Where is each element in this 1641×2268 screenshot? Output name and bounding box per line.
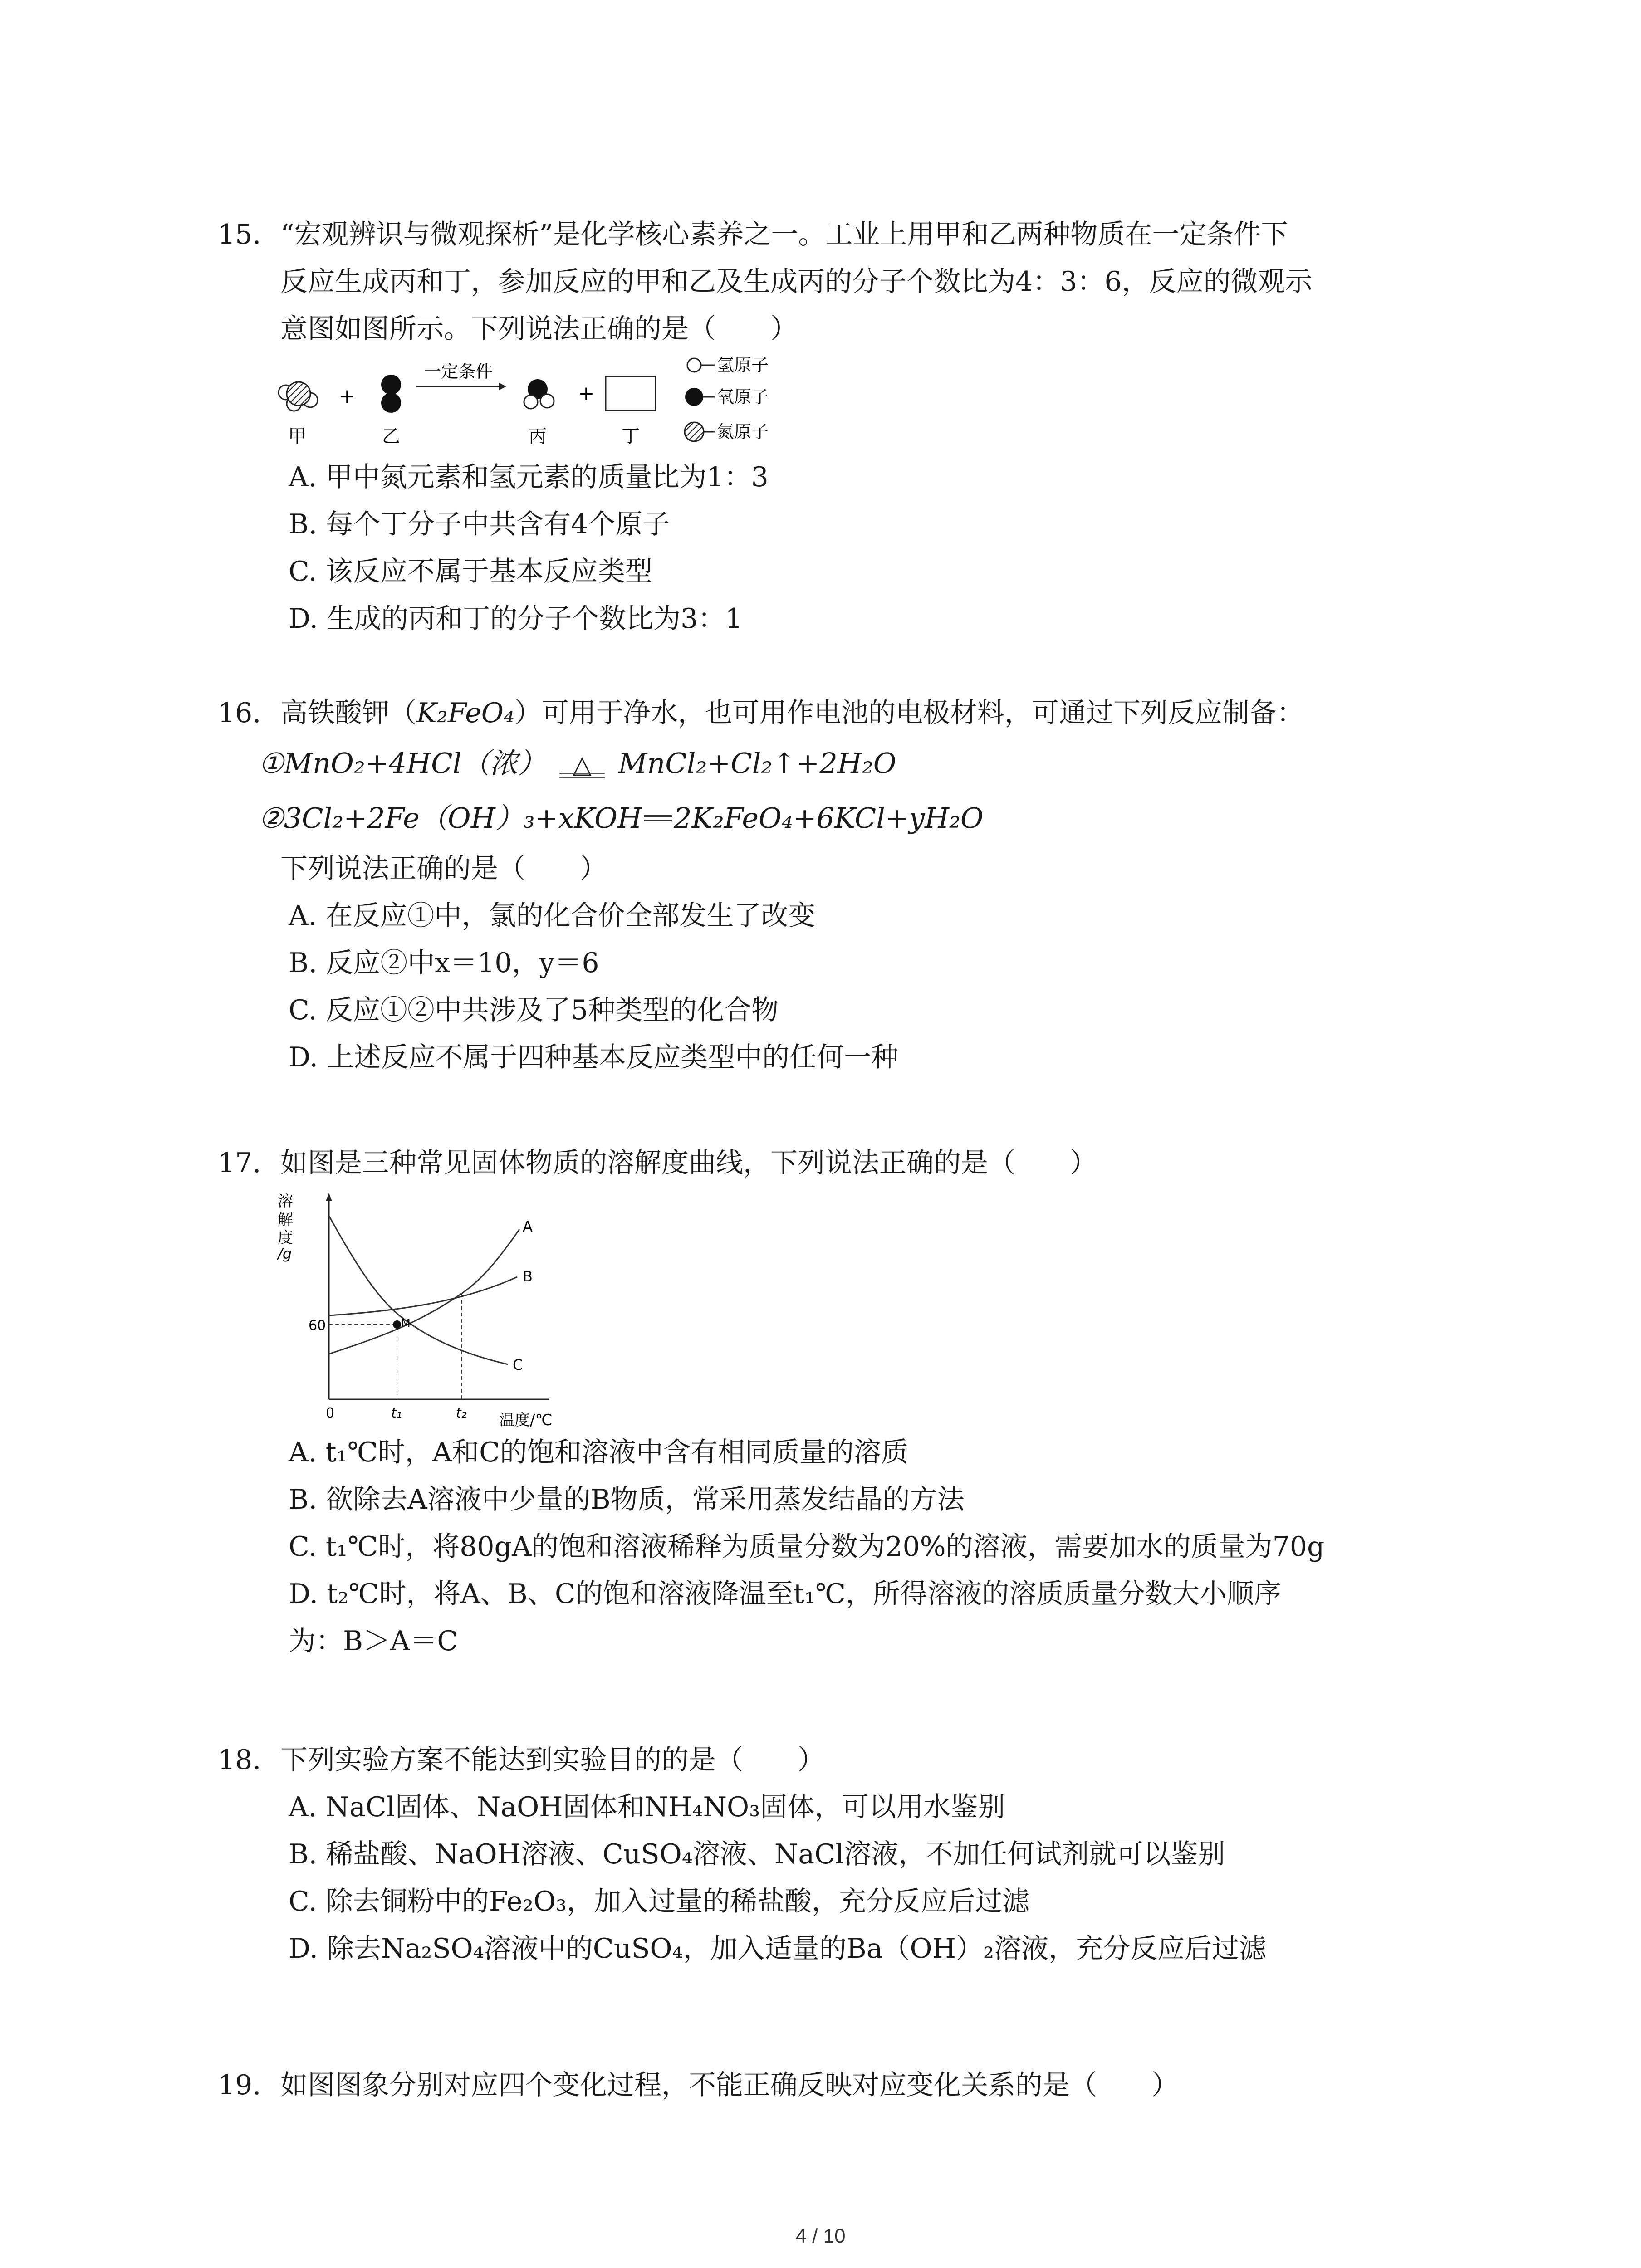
question-16 [218,689,1452,1081]
molecule-ding-box [606,376,656,411]
svg-text:A: A [523,1218,533,1235]
plus-1: + [338,385,356,408]
curve-b [329,1277,517,1315]
equation-1: ①MnO₂+4HCl（浓） △ MnCl₂+Cl₂↑+2H₂O [259,747,896,780]
reaction-micro-diagram [272,349,839,454]
point-m [393,1320,401,1329]
svg-text:度: 度 [278,1229,293,1247]
svg-text:/g: /g [278,1245,292,1262]
solubility-graph [272,1188,599,1429]
svg-text:温度/℃: 温度/℃ [499,1411,553,1429]
question-17-option-d: D. t₂℃时，将A、B、C的饱和溶液降温至t₁℃，所得溶液的溶质质量分数大小顺序 [289,1578,1282,1610]
svg-text:0: 0 [326,1405,335,1421]
question-17-option-c: C. t₁℃时，将80gA的饱和溶液稀释为质量分数为20%的溶液，需要加水的质量为70g [289,1531,1325,1563]
svg-text:B: B [523,1268,533,1285]
question-16-option-c: C. 反应①②中共涉及了5种类型的化合物 [289,994,779,1026]
question-15-stem-line-2: 反应生成丙和丁，参加反应的甲和乙及生成丙的分子个数比为4：3：6，反应的微观示 [280,266,1313,298]
question-17-options [218,1429,1452,1665]
question-18-option-a: A. NaCl固体、NaOH固体和NH₄NO₃固体，可以用水鉴别 [289,1791,1005,1823]
question-15-option-b: B. 每个丁分子中共含有4个原子 [289,508,670,540]
question-16-option-a: A. 在反应①中，氯的化合价全部发生了改变 [289,900,816,932]
question-18-option-c: C. 除去铜粉中的Fe₂O₃，加入过量的稀盐酸，充分反应后过滤 [289,1886,1030,1917]
svg-text:乙: 乙 [382,426,400,447]
svg-text:氢原子: 氢原子 [717,355,769,375]
question-15 [218,211,1452,352]
question-15-options [218,454,1452,642]
question-15-stem-line-3: 意图如图所示。下列说法正确的是（ ） [280,313,798,345]
svg-text:氧原子: 氧原子 [717,387,769,407]
svg-text:t₁: t₁ [391,1405,402,1421]
question-16-option-d: D. 上述反应不属于四种基本反应类型中的任何一种 [289,1041,899,1073]
question-16-option-b: B. 反应②中x＝10，y＝6 [289,947,599,979]
svg-text:溶: 溶 [278,1193,293,1211]
page-number: 4 / 10 [795,2225,846,2247]
question-17-stem: 17. 如图是三种常见固体物质的溶解度曲线，下列说法正确的是（ ） [218,1147,1097,1179]
equation-2: ②3Cl₂+2Fe（OH）₃+xKOH 2K₂FeO₄+6KCl+yH₂O [259,802,984,835]
curve-a [329,1229,519,1354]
question-18-stem: 18. 下列实验方案不能达到实验目的的是（ ） [218,1744,825,1776]
svg-text:M: M [401,1317,411,1330]
molecule-yi [381,375,401,413]
question-15-option-c: C. 该反应不属于基本反应类型 [289,556,652,587]
question-15-option-a: A. 甲中氮元素和氢元素的质量比为1：3 [289,461,769,493]
question-16-ask: 下列说法正确的是（ ） [280,853,607,885]
diagram-legend [685,355,769,442]
svg-text:解: 解 [278,1211,293,1229]
question-17-option-b: B. 欲除去A溶液中少量的B物质，常采用蒸发结晶的方法 [289,1484,965,1515]
svg-text:甲: 甲 [288,426,306,447]
question-15-number: 15. [218,219,261,250]
question-18 [218,1736,1452,1972]
svg-text:60: 60 [309,1318,326,1334]
question-15-option-d: D. 生成的丙和丁的分子个数比为3：1 [289,603,743,635]
question-19 [218,2062,1452,2109]
question-16-stem: 16. 高铁酸钾（K₂FeO₄）可用于净水，也可用作电池的电极材料，可通过下列反应制备： [218,697,1304,729]
svg-text:C: C [513,1356,523,1374]
molecule-jia [279,382,318,411]
svg-text:t₂: t₂ [456,1405,467,1421]
question-17 [218,1139,1452,1187]
svg-text:丙: 丙 [529,426,547,447]
question-15-stem-line-1: 15. “宏观辨识与微观探析”是化学核心素养之一。工业上用甲和乙两种物质在一定条件下 [218,211,1452,258]
svg-text:氮原子: 氮原子 [717,422,769,442]
question-19-stem: 19. 如图图象分别对应四个变化过程，不能正确反映对应变化关系的是（ ） [218,2069,1179,2101]
plus-2: + [578,382,595,405]
molecule-bing [524,379,554,409]
question-17-option-d-cont: 为：B＞A＝C [289,1625,458,1657]
question-18-option-b: B. 稀盐酸、NaOH溶液、CuSO₄溶液、NaCl溶液，不加任何试剂就可以鉴别 [289,1838,1225,1870]
question-17-option-a: A. t₁℃时，A和C的饱和溶液中含有相同质量的溶质 [289,1437,908,1468]
reaction-condition: 一定条件 [423,362,493,381]
svg-text:丁: 丁 [622,426,640,447]
question-18-option-d: D. 除去Na₂SO₄溶液中的CuSO₄，加入适量的Ba（OH）₂溶液，充分反应后过滤 [289,1933,1267,1965]
